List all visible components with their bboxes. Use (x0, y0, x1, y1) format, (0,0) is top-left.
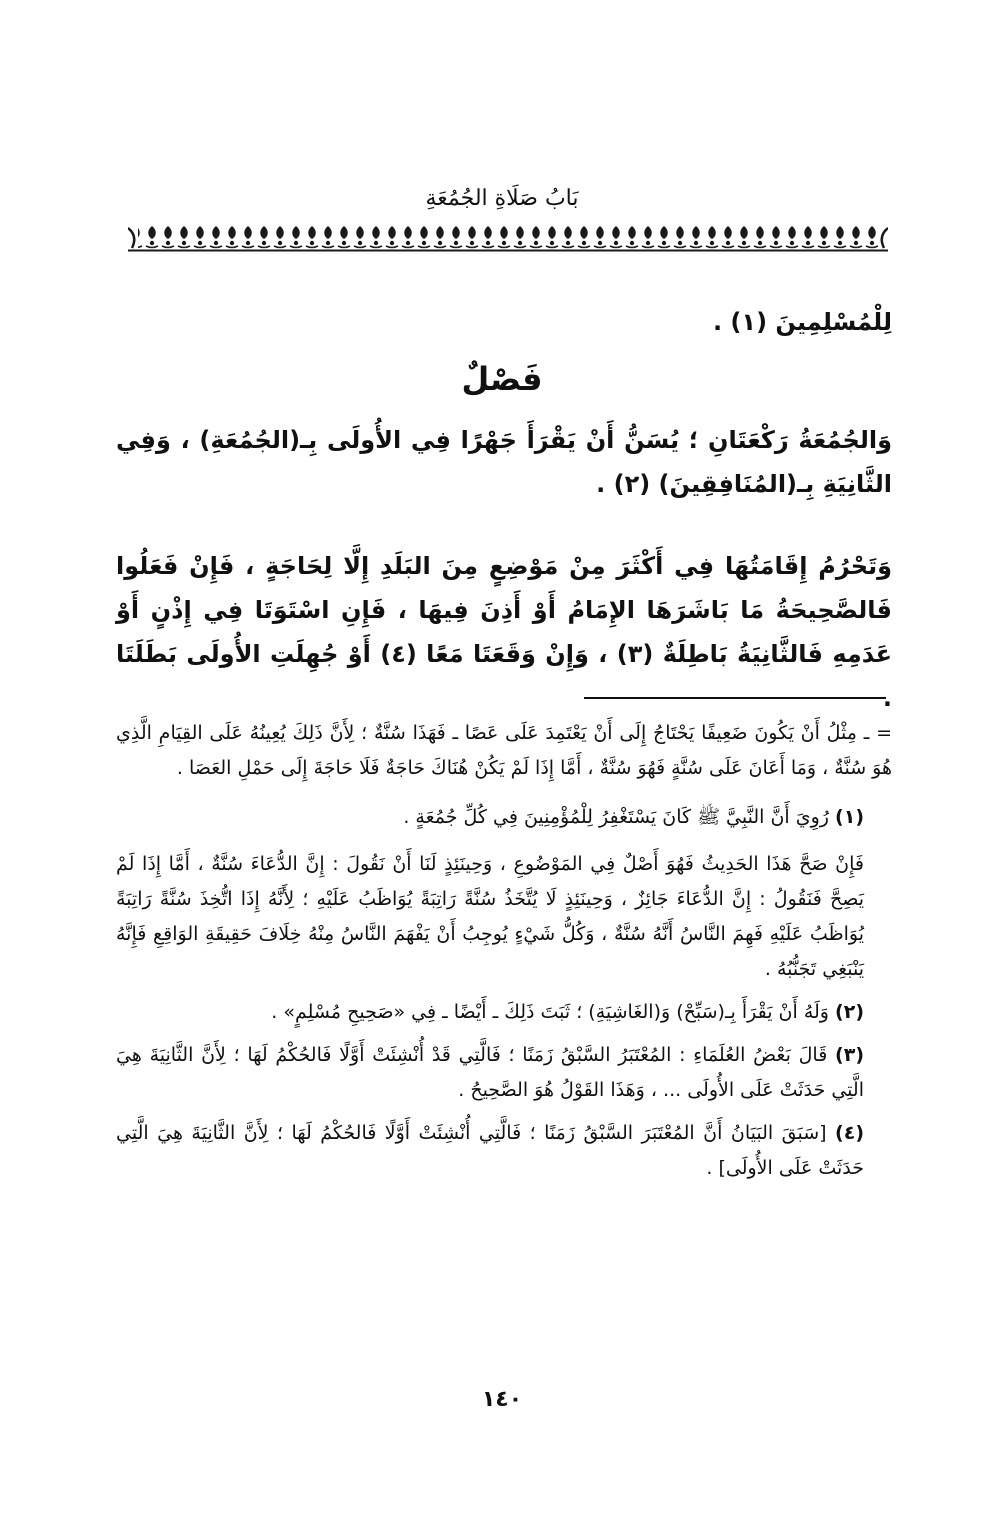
footnote-4 (116, 1116, 892, 1186)
paragraph-friday-rakahs (116, 418, 892, 506)
footnote-divider (584, 697, 886, 699)
continuation-text: لِلْمُسْلِمِينَ (١) . (712, 308, 892, 336)
footnote-2 (116, 995, 892, 1030)
chapter-header: بَابُ صَلَاةِ الجُمُعَةِ (425, 186, 579, 211)
continuation-line (116, 300, 892, 344)
paragraph-1-text: وَالجُمُعَةُ رَكْعَتَانِ ؛ يُسَنُّ أَنْ يَقْرَأَ جَهْرًا فِي الأُولَى بِـ(الجُمُعَةِ) ، وَفِي الثَّانِيَةِ بِـ(المُنَافِقِينَ) (٢) . (116, 426, 892, 498)
footnote-3-text: قَالَ بَعْضُ العُلَمَاءِ : المُعْتَبَرُ السَّبْقُ زَمَنًا ؛ فَالَّتِي قَدْ أُنْشِئَتْ أَوَّلًا فَالحُكْمُ لَهَا ؛ لِأَنَّ الثَّانِيَةَ هِيَ الَّتِي حَدَثَتْ عَلَى الأُولَى ... ، وَهَذَا القَوْلُ هُوَ الصَّحِيحُ . (116, 1044, 864, 1101)
footnote-4-number: (٤) (835, 1122, 864, 1144)
footnote-3-number: (٣) (835, 1044, 864, 1066)
paragraph-multiple-locations (116, 544, 892, 720)
footnote-1 (116, 800, 892, 835)
footnote-4-text: [سَبَقَ البَيَانُ أَنَّ المُعْتَبَرَ السَّبْقُ زَمَنًا ؛ فَالَّتِي أُنْشِئَتْ أَوَّلًا فَالحُكْمُ لَهَا ؛ لِأَنَّ الثَّانِيَةَ هِيَ الَّتِي حَدَثَتْ عَلَى الأُولَى] . (116, 1122, 864, 1179)
footnote-2-number: (٢) (835, 1001, 864, 1023)
footnote-1-number: (١) (835, 806, 864, 828)
footnote-2-text: وَلَهُ أَنْ يَقْرَأَ بِـ(سَبِّحْ) وَ(الغَاشِيَةِ) ؛ ثَبَتَ ذَلِكَ ـ أَيْضًا ـ فِي «صَحِيحِ مُسْلِمٍ» . (271, 1001, 829, 1023)
footnote-1-text: رُوِيَ أَنَّ النَّبِيَّ ﷺ كَانَ يَسْتَغْفِرُ لِلْمُؤْمِنِينَ فِي كُلِّ جُمُعَةٍ . (403, 806, 829, 828)
footnote-3 (116, 1038, 892, 1108)
paragraph-2-text: وَتَحْرُمُ إِقَامَتُهَا فِي أَكْثَرَ مِنْ مَوْضِعٍ مِنَ البَلَدِ إِلَّا لِحَاجَةٍ ، فَإِنْ فَعَلُوا فَالصَّحِيحَةُ مَا بَاشَرَهَا الإِمَامُ أَوْ أَذِنَ فِيهَا ، فَإِنِ اسْتَوَتَا فِي إِذْنٍ أَوْ عَدَمِهِ فَالثَّانِيَةُ بَاطِلَةٌ (٣) ، وَإِنْ وَقَعَتَا مَعًا (٤) أَوْ جُهِلَتِ الأُولَى بَطَلَتَا . (116, 552, 892, 712)
footnote-1-continued: فَإِنْ صَحَّ هَذَا الحَدِيثُ فَهُوَ أَصْلٌ فِي المَوْضُوعِ ، وَحِينَئِذٍ لَنَا أَنْ نَقُولَ : إِنَّ الدُّعَاءَ سُنَّةٌ ، أَمَّا إِذَا لَمْ يَصِحَّ فَنَقُولُ : إِنَّ الدُّعَاءَ جَائِزٌ ، وَحِينَئِذٍ لَا يُتَّخَذُ سُنَّةً رَاتِبَةً يُوَاظَبُ عَلَيْهِ ؛ لِأَنَّهُ إِذَا اتُّخِذَ سُنَّةً رَاتِبَةً يُوَاظَبُ عَلَيْهِ فَهِمَ النَّاسُ أَنَّهُ سُنَّةٌ ، وَكُلُّ شَيْءٍ يُوجِبُ أَنْ يَفْهَمَ النَّاسُ مِنْهُ خِلَافَ حَقِيقَةِ الوَاقِعِ فَإِنَّهُ يَنْبَغِي تَجَنُّبُهُ . (116, 853, 864, 980)
footnote-continued: = ـ مِثْلُ أَنْ يَكُونَ ضَعِيفًا يَحْتَاجُ إِلَى أَنْ يَعْتَمِدَ عَلَى عَصًا ـ فَهَذَا سُنَّةٌ ؛ لِأَنَّ ذَلِكَ يُعِينُهُ عَلَى القِيَامِ الَّذِي هُوَ سُنَّةٌ ، وَمَا أَعَانَ عَلَى سُنَّةٍ فَهُوَ سُنَّةٌ ، أَمَّا إِذَا لَمْ يَكُنْ هُنَاكَ حَاجَةٌ فَلَا حَاجَةَ إِلَى حَمْلِ العَصَا . (116, 722, 892, 779)
section-title: فَصْلٌ (461, 360, 543, 398)
ornamental-border (128, 222, 888, 252)
page-number: ١٤٠ (481, 1387, 523, 1412)
footnotes-section (116, 716, 892, 1186)
